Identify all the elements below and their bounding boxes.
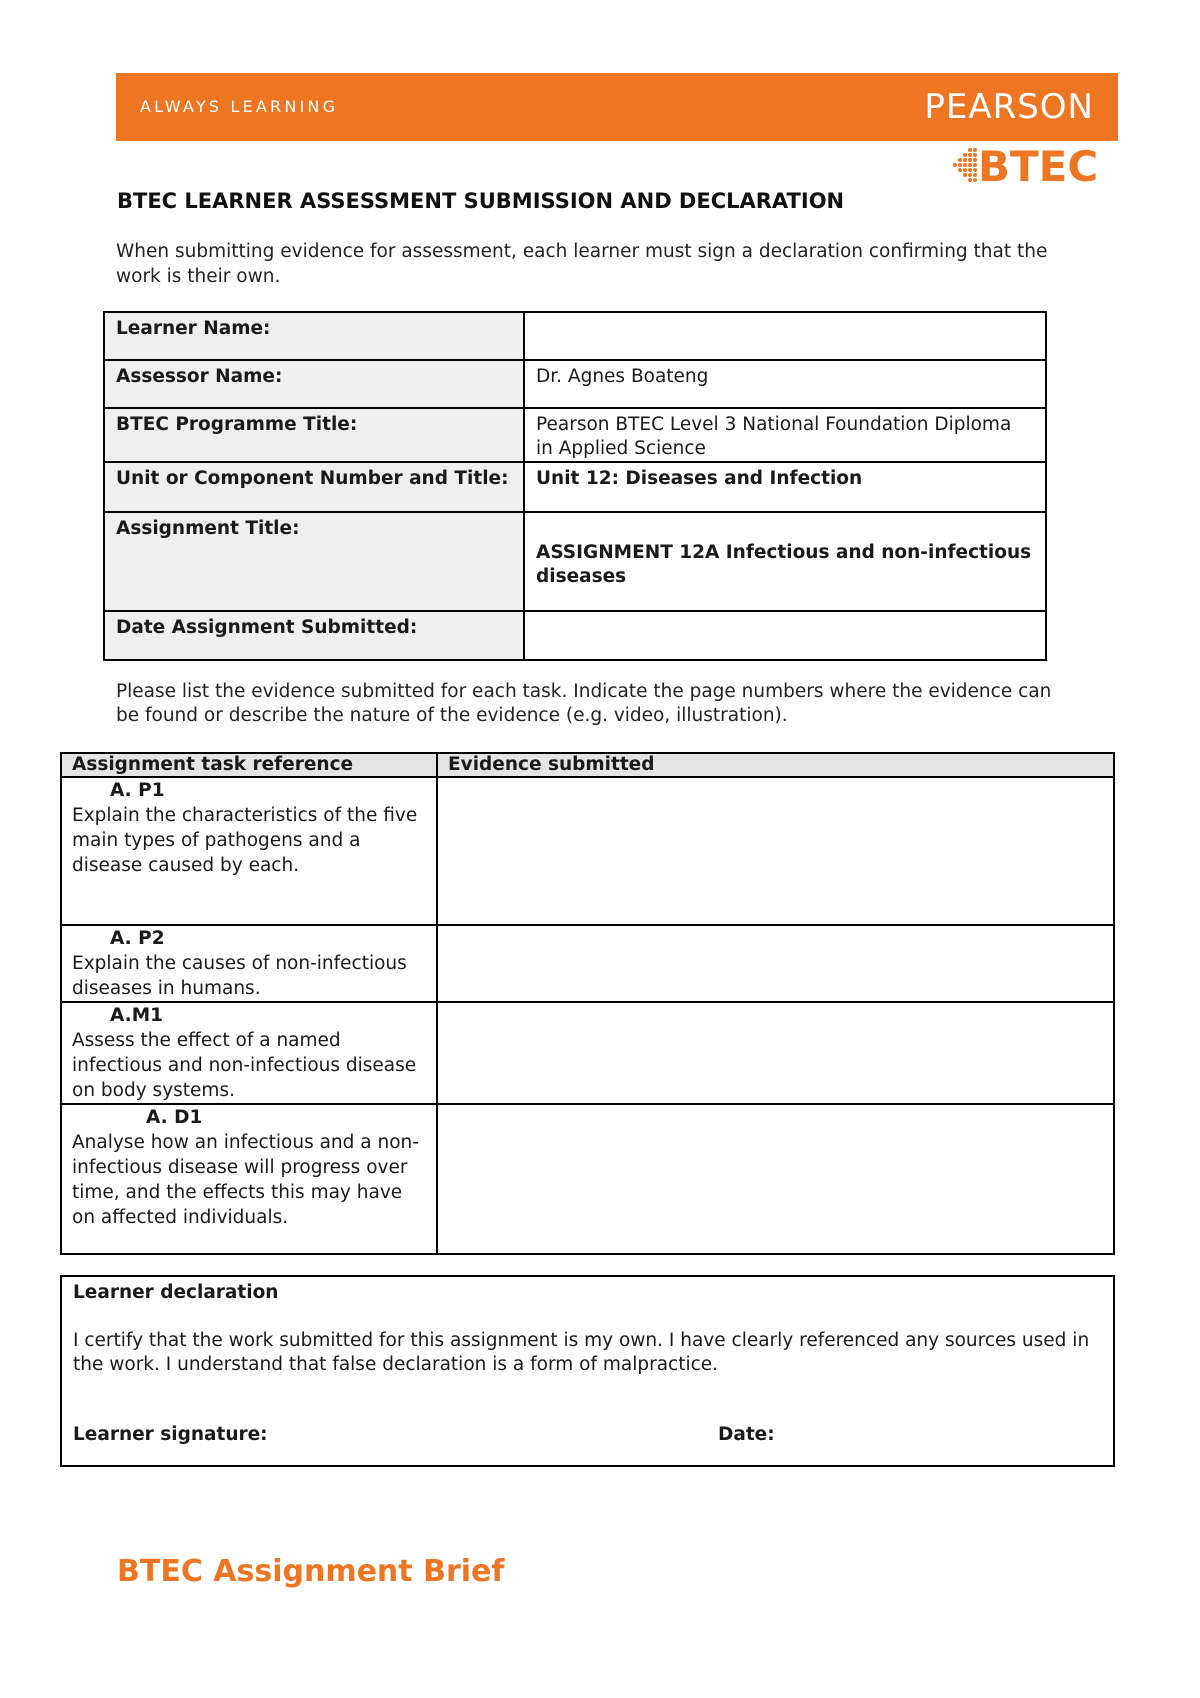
evidence-cell[interactable] [437, 1002, 1114, 1104]
programme-title-label: BTEC Programme Title: [104, 408, 524, 462]
declaration-heading: Learner declaration [73, 1282, 279, 1303]
assignment-title-label: Assignment Title: [104, 512, 524, 611]
learner-name-label: Learner Name: [104, 312, 524, 360]
date-submitted-label: Date Assignment Submitted: [104, 611, 524, 660]
table-row [61, 1104, 1114, 1254]
dots-icon [948, 146, 978, 186]
intro-text: When submitting evidence for assessment, each learner must sign a declaration confirming that the work is their own. [116, 241, 1048, 287]
btec-logo-text: BTEC [978, 142, 1099, 191]
evidence-cell[interactable] [437, 1104, 1114, 1254]
assessor-name-label: Assessor Name: [104, 360, 524, 408]
table-row [104, 611, 1046, 660]
table-header-row [61, 753, 1114, 777]
task-reference-cell [61, 1002, 437, 1104]
assessor-name-field[interactable]: Dr. Agnes Boateng [524, 360, 1046, 408]
task-reference-cell [61, 777, 437, 925]
learner-info-table [103, 311, 1047, 661]
page-title: BTEC LEARNER ASSESSMENT SUBMISSION AND DECLARATION [117, 189, 845, 213]
assignment-title-field[interactable]: ASSIGNMENT 12A Infectious and non-infectious diseases [524, 512, 1046, 611]
pearson-logo: PEARSON [924, 87, 1094, 127]
learner-declaration-box [60, 1275, 1115, 1467]
tagline: ALWAYS LEARNING [140, 97, 339, 116]
declaration-date-label: Date: [718, 1424, 775, 1445]
task-code: A. P1 [110, 780, 165, 801]
evidence-table [60, 752, 1115, 1255]
task-reference-cell [61, 1104, 437, 1254]
task-description: Explain the characteristics of the five main types of pathogens and a disease caused by each. [72, 805, 418, 876]
col-header-evidence: Evidence submitted [437, 753, 1114, 777]
table-row [61, 1002, 1114, 1104]
evidence-cell[interactable] [437, 777, 1114, 925]
table-row [104, 512, 1046, 611]
evidence-instructions: Please list the evidence submitted for each task. Indicate the page numbers where the evidence can be found or describe the nature of the evidence (e.g. video, illustration). [116, 681, 1052, 726]
task-code: A.M1 [110, 1005, 163, 1026]
task-description: Assess the effect of a named infectious and non-infectious disease on body systems. [72, 1030, 417, 1101]
unit-label: Unit or Component Number and Title: [104, 462, 524, 512]
btec-logo [948, 142, 1108, 192]
table-row [61, 925, 1114, 1002]
task-description: Explain the causes of non-infectious diseases in humans. [72, 953, 407, 999]
table-row [104, 462, 1046, 512]
unit-field[interactable]: Unit 12: Diseases and Infection [524, 462, 1046, 512]
table-row [61, 777, 1114, 925]
declaration-text: I certify that the work submitted for this assignment is my own. I have clearly referenced any sources used in the work. I understand that false declaration is a form of malpractice. [73, 1330, 1090, 1375]
table-row [104, 408, 1046, 462]
task-reference-cell [61, 925, 437, 1002]
programme-title-field[interactable]: Pearson BTEC Level 3 National Foundation Diploma in Applied Science [524, 408, 1046, 462]
learner-name-field[interactable] [524, 312, 1046, 360]
learner-signature-label: Learner signature: [73, 1424, 268, 1445]
table-row [104, 312, 1046, 360]
task-description: Analyse how an infectious and a non-infectious disease will progress over time, and the effects this may have on affected individuals. [72, 1132, 419, 1228]
table-row [104, 360, 1046, 408]
task-code: A. D1 [146, 1107, 203, 1128]
header-banner [116, 73, 1118, 141]
evidence-cell[interactable] [437, 925, 1114, 1002]
assignment-brief-heading: BTEC Assignment Brief [117, 1554, 505, 1589]
col-header-task-reference: Assignment task reference [61, 753, 437, 777]
task-code: A. P2 [110, 928, 165, 949]
date-submitted-field[interactable] [524, 611, 1046, 660]
